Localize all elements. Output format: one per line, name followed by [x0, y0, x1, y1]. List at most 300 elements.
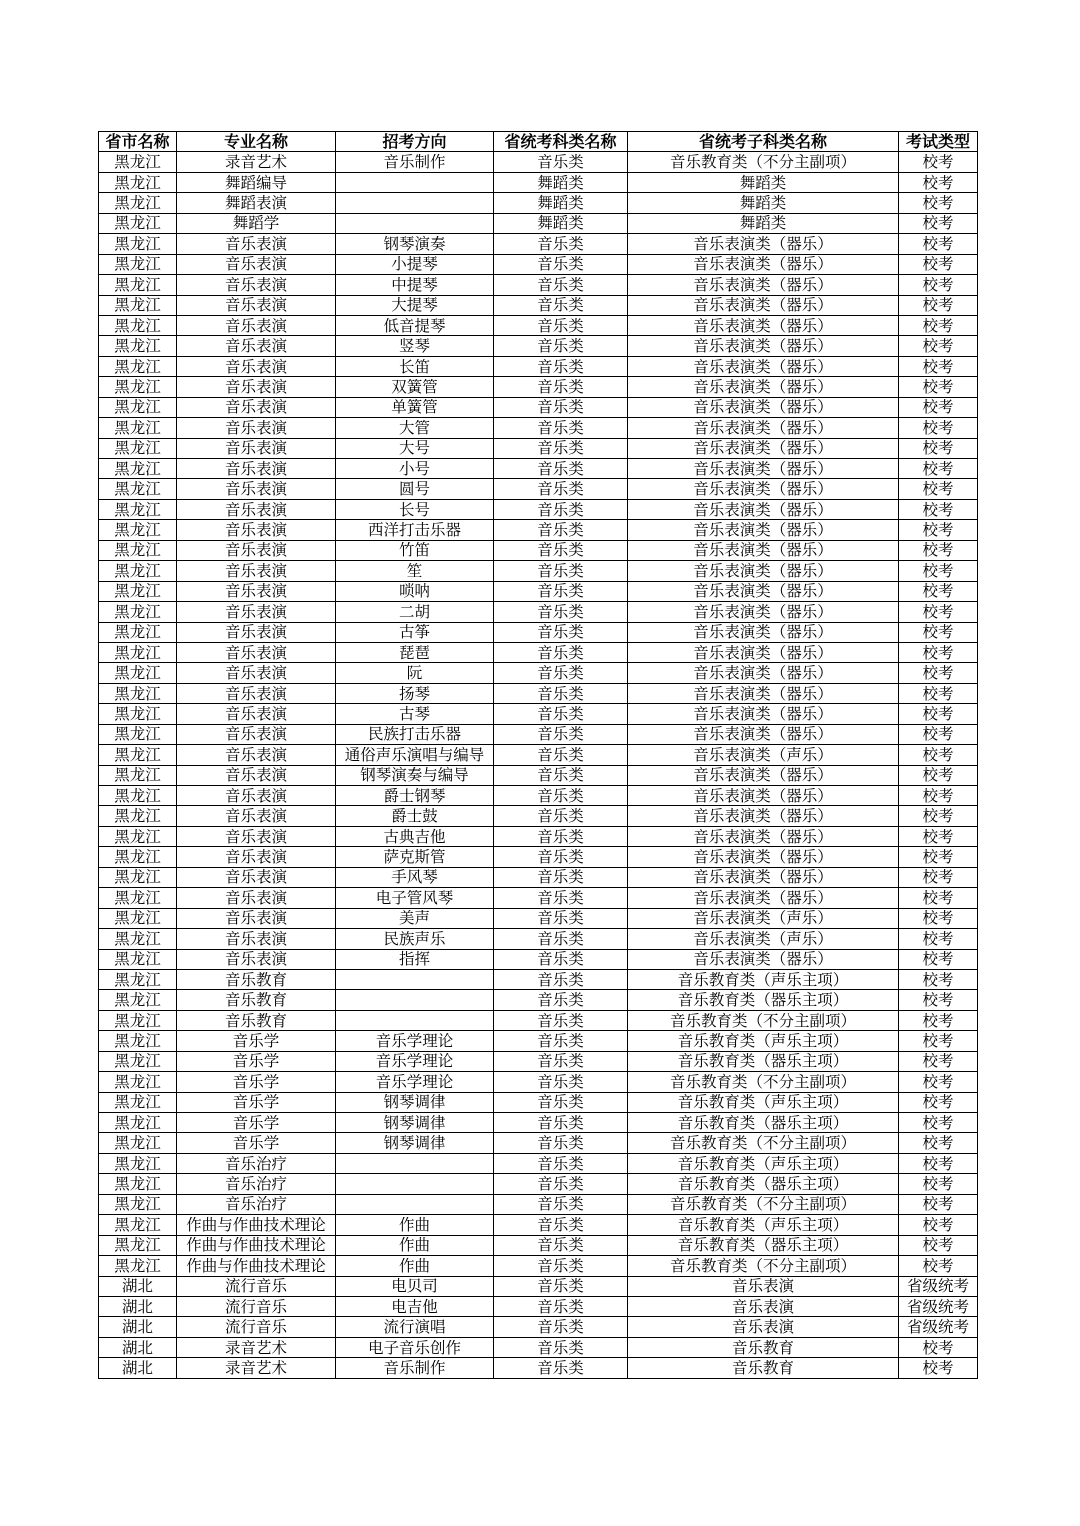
- subcategory-cell: 音乐表演类（器乐）: [628, 888, 899, 908]
- table-row: [99, 1174, 978, 1194]
- province-cell: 黑龙江: [99, 806, 177, 826]
- direction-cell: 民族打击乐器: [336, 724, 494, 744]
- major-cell: 音乐表演: [177, 315, 336, 335]
- direction-cell: 钢琴调律: [336, 1092, 494, 1112]
- header-direction: 招考方向: [336, 132, 494, 152]
- major-cell: 舞蹈表演: [177, 193, 336, 213]
- table-row: [99, 704, 978, 724]
- exam-type-cell: 校考: [899, 622, 978, 642]
- direction-cell: 音乐制作: [336, 1358, 494, 1378]
- subcategory-cell: 音乐表演类（器乐）: [628, 581, 899, 601]
- province-cell: 黑龙江: [99, 152, 177, 172]
- exam-type-cell: 校考: [899, 459, 978, 479]
- direction-cell: 单簧管: [336, 397, 494, 417]
- table-row: [99, 1133, 978, 1153]
- subcategory-cell: 舞蹈类: [628, 193, 899, 213]
- major-cell: 音乐表演: [177, 295, 336, 315]
- direction-cell: [336, 193, 494, 213]
- direction-cell: 流行演唱: [336, 1317, 494, 1337]
- major-cell: 音乐表演: [177, 581, 336, 601]
- table-row: [99, 1317, 978, 1337]
- province-cell: 湖北: [99, 1358, 177, 1378]
- province-cell: 黑龙江: [99, 213, 177, 233]
- category-cell: 音乐类: [494, 295, 628, 315]
- province-cell: 黑龙江: [99, 377, 177, 397]
- province-cell: 黑龙江: [99, 622, 177, 642]
- exam-type-cell: 校考: [899, 642, 978, 662]
- exam-type-cell: 校考: [899, 581, 978, 601]
- province-cell: 黑龙江: [99, 602, 177, 622]
- exam-type-cell: 校考: [899, 499, 978, 519]
- header-province: 省市名称: [99, 132, 177, 152]
- table-row: [99, 213, 978, 233]
- province-cell: 黑龙江: [99, 765, 177, 785]
- subcategory-cell: 音乐表演类（器乐）: [628, 254, 899, 274]
- subcategory-cell: 音乐表演类（器乐）: [628, 561, 899, 581]
- category-cell: 音乐类: [494, 765, 628, 785]
- subcategory-cell: 音乐教育类（器乐主项）: [628, 1235, 899, 1255]
- exam-type-cell: 校考: [899, 275, 978, 295]
- category-cell: 音乐类: [494, 1337, 628, 1357]
- direction-cell: 二胡: [336, 602, 494, 622]
- category-cell: 音乐类: [494, 418, 628, 438]
- major-cell: 音乐治疗: [177, 1153, 336, 1173]
- category-cell: 音乐类: [494, 1276, 628, 1296]
- province-cell: 黑龙江: [99, 642, 177, 662]
- table-row: [99, 888, 978, 908]
- subcategory-cell: 音乐教育类（器乐主项）: [628, 1174, 899, 1194]
- subcategory-cell: 音乐教育: [628, 1337, 899, 1357]
- exam-type-cell: 校考: [899, 356, 978, 376]
- province-cell: 黑龙江: [99, 888, 177, 908]
- subcategory-cell: 音乐表演类（器乐）: [628, 765, 899, 785]
- province-cell: 黑龙江: [99, 438, 177, 458]
- direction-cell: [336, 1153, 494, 1173]
- direction-cell: 大管: [336, 418, 494, 438]
- category-cell: 音乐类: [494, 1092, 628, 1112]
- category-cell: 音乐类: [494, 949, 628, 969]
- direction-cell: 电子管风琴: [336, 888, 494, 908]
- subcategory-cell: 音乐教育类（声乐主项）: [628, 1215, 899, 1235]
- subcategory-cell: 音乐教育: [628, 1358, 899, 1378]
- category-cell: 音乐类: [494, 152, 628, 172]
- table-row: [99, 152, 978, 172]
- exam-type-cell: 校考: [899, 1072, 978, 1092]
- major-cell: 音乐表演: [177, 438, 336, 458]
- category-cell: 音乐类: [494, 499, 628, 519]
- major-cell: 作曲与作曲技术理论: [177, 1256, 336, 1276]
- category-cell: 音乐类: [494, 1296, 628, 1316]
- province-cell: 黑龙江: [99, 847, 177, 867]
- category-cell: 音乐类: [494, 356, 628, 376]
- subcategory-cell: 音乐表演类（器乐）: [628, 806, 899, 826]
- province-cell: 黑龙江: [99, 1256, 177, 1276]
- direction-cell: 扬琴: [336, 683, 494, 703]
- direction-cell: 钢琴调律: [336, 1133, 494, 1153]
- major-cell: 音乐表演: [177, 826, 336, 846]
- subcategory-cell: 音乐表演类（器乐）: [628, 438, 899, 458]
- category-cell: 音乐类: [494, 806, 628, 826]
- table-row: [99, 234, 978, 254]
- table-row: [99, 193, 978, 213]
- exam-type-cell: 校考: [899, 969, 978, 989]
- subcategory-cell: 音乐教育类（不分主副项）: [628, 1133, 899, 1153]
- direction-cell: [336, 213, 494, 233]
- subcategory-cell: 音乐教育类（不分主副项）: [628, 1256, 899, 1276]
- direction-cell: 钢琴演奏: [336, 234, 494, 254]
- province-cell: 黑龙江: [99, 990, 177, 1010]
- province-cell: 黑龙江: [99, 704, 177, 724]
- subcategory-cell: 音乐表演类（器乐）: [628, 622, 899, 642]
- exam-type-cell: 校考: [899, 254, 978, 274]
- direction-cell: 爵士鼓: [336, 806, 494, 826]
- table-row: [99, 806, 978, 826]
- major-cell: 音乐教育: [177, 969, 336, 989]
- category-cell: 音乐类: [494, 929, 628, 949]
- category-cell: 舞蹈类: [494, 213, 628, 233]
- subcategory-cell: 音乐教育类（不分主副项）: [628, 1194, 899, 1214]
- exam-type-cell: 校考: [899, 418, 978, 438]
- category-cell: 音乐类: [494, 1031, 628, 1051]
- province-cell: 黑龙江: [99, 1174, 177, 1194]
- category-cell: 音乐类: [494, 561, 628, 581]
- exam-type-cell: 校考: [899, 990, 978, 1010]
- exam-type-cell: 校考: [899, 315, 978, 335]
- major-cell: 舞蹈学: [177, 213, 336, 233]
- major-cell: 音乐表演: [177, 520, 336, 540]
- province-cell: 黑龙江: [99, 929, 177, 949]
- table-row: [99, 1296, 978, 1316]
- major-cell: 音乐表演: [177, 602, 336, 622]
- category-cell: 音乐类: [494, 786, 628, 806]
- category-cell: 音乐类: [494, 704, 628, 724]
- major-cell: 音乐表演: [177, 540, 336, 560]
- exam-type-cell: 校考: [899, 867, 978, 887]
- major-cell: 舞蹈编导: [177, 172, 336, 192]
- major-cell: 音乐表演: [177, 499, 336, 519]
- category-cell: 音乐类: [494, 1153, 628, 1173]
- province-cell: 黑龙江: [99, 663, 177, 683]
- direction-cell: 钢琴调律: [336, 1113, 494, 1133]
- table-row: [99, 418, 978, 438]
- province-cell: 黑龙江: [99, 724, 177, 744]
- admissions-table: [98, 131, 978, 1379]
- major-cell: 流行音乐: [177, 1296, 336, 1316]
- exam-type-cell: 校考: [899, 1215, 978, 1235]
- subcategory-cell: 音乐表演类（器乐）: [628, 377, 899, 397]
- subcategory-cell: 音乐表演类（器乐）: [628, 663, 899, 683]
- direction-cell: 圆号: [336, 479, 494, 499]
- province-cell: 黑龙江: [99, 561, 177, 581]
- province-cell: 黑龙江: [99, 479, 177, 499]
- direction-cell: 音乐学理论: [336, 1031, 494, 1051]
- direction-cell: 电吉他: [336, 1296, 494, 1316]
- direction-cell: 笙: [336, 561, 494, 581]
- table-row: [99, 336, 978, 356]
- category-cell: 音乐类: [494, 683, 628, 703]
- province-cell: 黑龙江: [99, 172, 177, 192]
- table-row: [99, 929, 978, 949]
- exam-type-cell: 校考: [899, 602, 978, 622]
- subcategory-cell: 音乐表演类（器乐）: [628, 295, 899, 315]
- major-cell: 音乐学: [177, 1072, 336, 1092]
- province-cell: 黑龙江: [99, 356, 177, 376]
- table-row: [99, 949, 978, 969]
- subcategory-cell: 音乐表演类（器乐）: [628, 356, 899, 376]
- major-cell: 音乐表演: [177, 459, 336, 479]
- subcategory-cell: 音乐表演: [628, 1317, 899, 1337]
- province-cell: 黑龙江: [99, 1153, 177, 1173]
- category-cell: 音乐类: [494, 622, 628, 642]
- major-cell: 音乐学: [177, 1092, 336, 1112]
- direction-cell: 琵琶: [336, 642, 494, 662]
- exam-type-cell: 校考: [899, 1010, 978, 1030]
- exam-type-cell: 校考: [899, 397, 978, 417]
- major-cell: 音乐表演: [177, 254, 336, 274]
- exam-type-cell: 校考: [899, 786, 978, 806]
- category-cell: 音乐类: [494, 724, 628, 744]
- major-cell: 音乐治疗: [177, 1194, 336, 1214]
- province-cell: 湖北: [99, 1276, 177, 1296]
- category-cell: 音乐类: [494, 540, 628, 560]
- subcategory-cell: 音乐教育类（器乐主项）: [628, 990, 899, 1010]
- table-row: [99, 459, 978, 479]
- direction-cell: 作曲: [336, 1235, 494, 1255]
- table-row: [99, 602, 978, 622]
- table-row: [99, 438, 978, 458]
- table-row: [99, 826, 978, 846]
- table-row: [99, 397, 978, 417]
- category-cell: 音乐类: [494, 1133, 628, 1153]
- major-cell: 音乐表演: [177, 275, 336, 295]
- direction-cell: 竹笛: [336, 540, 494, 560]
- direction-cell: 竖琴: [336, 336, 494, 356]
- category-cell: 音乐类: [494, 1010, 628, 1030]
- subcategory-cell: 音乐表演类（器乐）: [628, 724, 899, 744]
- direction-cell: 小号: [336, 459, 494, 479]
- table-row: [99, 1092, 978, 1112]
- major-cell: 流行音乐: [177, 1276, 336, 1296]
- direction-cell: 萨克斯管: [336, 847, 494, 867]
- table-row: [99, 1337, 978, 1357]
- major-cell: 音乐表演: [177, 806, 336, 826]
- direction-cell: 古筝: [336, 622, 494, 642]
- province-cell: 湖北: [99, 1317, 177, 1337]
- exam-type-cell: 省级统考: [899, 1317, 978, 1337]
- direction-cell: 指挥: [336, 949, 494, 969]
- exam-type-cell: 省级统考: [899, 1296, 978, 1316]
- category-cell: 音乐类: [494, 847, 628, 867]
- direction-cell: [336, 1010, 494, 1030]
- province-cell: 黑龙江: [99, 193, 177, 213]
- exam-type-cell: 校考: [899, 949, 978, 969]
- table-body: [99, 152, 978, 1378]
- major-cell: 音乐学: [177, 1031, 336, 1051]
- major-cell: 音乐教育: [177, 1010, 336, 1030]
- province-cell: 黑龙江: [99, 826, 177, 846]
- direction-cell: 作曲: [336, 1256, 494, 1276]
- exam-type-cell: 校考: [899, 745, 978, 765]
- table-row: [99, 479, 978, 499]
- major-cell: 音乐表演: [177, 663, 336, 683]
- major-cell: 音乐表演: [177, 234, 336, 254]
- province-cell: 黑龙江: [99, 418, 177, 438]
- province-cell: 黑龙江: [99, 1031, 177, 1051]
- category-cell: 音乐类: [494, 479, 628, 499]
- header-exam-type: 考试类型: [899, 132, 978, 152]
- exam-type-cell: 校考: [899, 1051, 978, 1071]
- province-cell: 黑龙江: [99, 1092, 177, 1112]
- subcategory-cell: 音乐表演类（器乐）: [628, 847, 899, 867]
- category-cell: 音乐类: [494, 826, 628, 846]
- major-cell: 音乐表演: [177, 479, 336, 499]
- subcategory-cell: 音乐教育类（声乐主项）: [628, 969, 899, 989]
- exam-type-cell: 校考: [899, 1174, 978, 1194]
- table-row: [99, 663, 978, 683]
- subcategory-cell: 音乐表演类（器乐）: [628, 520, 899, 540]
- province-cell: 黑龙江: [99, 275, 177, 295]
- category-cell: 音乐类: [494, 315, 628, 335]
- province-cell: 黑龙江: [99, 581, 177, 601]
- table-row: [99, 745, 978, 765]
- subcategory-cell: 音乐表演类（器乐）: [628, 949, 899, 969]
- major-cell: 音乐表演: [177, 397, 336, 417]
- direction-cell: 大号: [336, 438, 494, 458]
- subcategory-cell: 音乐教育类（不分主副项）: [628, 1010, 899, 1030]
- table-row: [99, 622, 978, 642]
- table-row: [99, 908, 978, 928]
- table-row: [99, 520, 978, 540]
- subcategory-cell: 音乐表演类（器乐）: [628, 683, 899, 703]
- exam-type-cell: 校考: [899, 704, 978, 724]
- table-row: [99, 1235, 978, 1255]
- major-cell: 作曲与作曲技术理论: [177, 1215, 336, 1235]
- category-cell: 音乐类: [494, 990, 628, 1010]
- table-row: [99, 765, 978, 785]
- major-cell: 音乐表演: [177, 704, 336, 724]
- category-cell: 音乐类: [494, 254, 628, 274]
- major-cell: 音乐表演: [177, 561, 336, 581]
- table-row: [99, 1153, 978, 1173]
- table-row: [99, 1072, 978, 1092]
- category-cell: 音乐类: [494, 663, 628, 683]
- subcategory-cell: 音乐表演类（器乐）: [628, 826, 899, 846]
- direction-cell: 手风琴: [336, 867, 494, 887]
- direction-cell: 中提琴: [336, 275, 494, 295]
- subcategory-cell: 音乐表演类（声乐）: [628, 908, 899, 928]
- exam-type-cell: 校考: [899, 172, 978, 192]
- table-row: [99, 969, 978, 989]
- category-cell: 音乐类: [494, 1072, 628, 1092]
- province-cell: 黑龙江: [99, 908, 177, 928]
- province-cell: 黑龙江: [99, 397, 177, 417]
- category-cell: 音乐类: [494, 1317, 628, 1337]
- province-cell: 黑龙江: [99, 499, 177, 519]
- direction-cell: 作曲: [336, 1215, 494, 1235]
- table-row: [99, 377, 978, 397]
- province-cell: 黑龙江: [99, 520, 177, 540]
- table-row: [99, 540, 978, 560]
- table-row: [99, 1113, 978, 1133]
- header-exam-category: 省统考科类名称: [494, 132, 628, 152]
- major-cell: 音乐表演: [177, 418, 336, 438]
- category-cell: 音乐类: [494, 520, 628, 540]
- category-cell: 音乐类: [494, 867, 628, 887]
- table-row: [99, 642, 978, 662]
- province-cell: 湖北: [99, 1337, 177, 1357]
- direction-cell: 阮: [336, 663, 494, 683]
- major-cell: 音乐表演: [177, 356, 336, 376]
- subcategory-cell: 音乐表演类（器乐）: [628, 540, 899, 560]
- exam-type-cell: 校考: [899, 295, 978, 315]
- major-cell: 音乐表演: [177, 745, 336, 765]
- table-row: [99, 867, 978, 887]
- major-cell: 音乐学: [177, 1113, 336, 1133]
- table-row: [99, 499, 978, 519]
- province-cell: 黑龙江: [99, 1235, 177, 1255]
- direction-cell: 音乐学理论: [336, 1051, 494, 1071]
- exam-type-cell: 校考: [899, 152, 978, 172]
- category-cell: 音乐类: [494, 397, 628, 417]
- major-cell: 音乐表演: [177, 908, 336, 928]
- table-row: [99, 356, 978, 376]
- direction-cell: 古琴: [336, 704, 494, 724]
- province-cell: 黑龙江: [99, 683, 177, 703]
- exam-type-cell: 校考: [899, 1092, 978, 1112]
- direction-cell: 低音提琴: [336, 315, 494, 335]
- direction-cell: 音乐制作: [336, 152, 494, 172]
- table-row: [99, 254, 978, 274]
- table-row: [99, 1010, 978, 1030]
- table-row: [99, 683, 978, 703]
- direction-cell: 小提琴: [336, 254, 494, 274]
- exam-type-cell: 校考: [899, 1194, 978, 1214]
- exam-type-cell: 省级统考: [899, 1276, 978, 1296]
- subcategory-cell: 音乐表演类（器乐）: [628, 479, 899, 499]
- province-cell: 黑龙江: [99, 1010, 177, 1030]
- category-cell: 音乐类: [494, 234, 628, 254]
- subcategory-cell: 音乐教育类（不分主副项）: [628, 152, 899, 172]
- province-cell: 黑龙江: [99, 786, 177, 806]
- subcategory-cell: 音乐表演类（器乐）: [628, 336, 899, 356]
- table-row: [99, 1031, 978, 1051]
- table-row: [99, 172, 978, 192]
- province-cell: 黑龙江: [99, 1194, 177, 1214]
- major-cell: 音乐表演: [177, 642, 336, 662]
- major-cell: 音乐表演: [177, 336, 336, 356]
- category-cell: 音乐类: [494, 602, 628, 622]
- exam-type-cell: 校考: [899, 377, 978, 397]
- direction-cell: 民族声乐: [336, 929, 494, 949]
- table-row: [99, 1051, 978, 1071]
- direction-cell: 双簧管: [336, 377, 494, 397]
- direction-cell: [336, 1174, 494, 1194]
- major-cell: 音乐表演: [177, 867, 336, 887]
- table-row: [99, 295, 978, 315]
- subcategory-cell: 音乐表演类（器乐）: [628, 602, 899, 622]
- direction-cell: 长笛: [336, 356, 494, 376]
- category-cell: 音乐类: [494, 888, 628, 908]
- province-cell: 黑龙江: [99, 1215, 177, 1235]
- exam-type-cell: 校考: [899, 1133, 978, 1153]
- header-row: [99, 132, 978, 152]
- subcategory-cell: 音乐表演类（器乐）: [628, 499, 899, 519]
- direction-cell: 通俗声乐演唱与编导: [336, 745, 494, 765]
- category-cell: 音乐类: [494, 1194, 628, 1214]
- subcategory-cell: 音乐表演类（器乐）: [628, 397, 899, 417]
- table-row: [99, 847, 978, 867]
- table-row: [99, 990, 978, 1010]
